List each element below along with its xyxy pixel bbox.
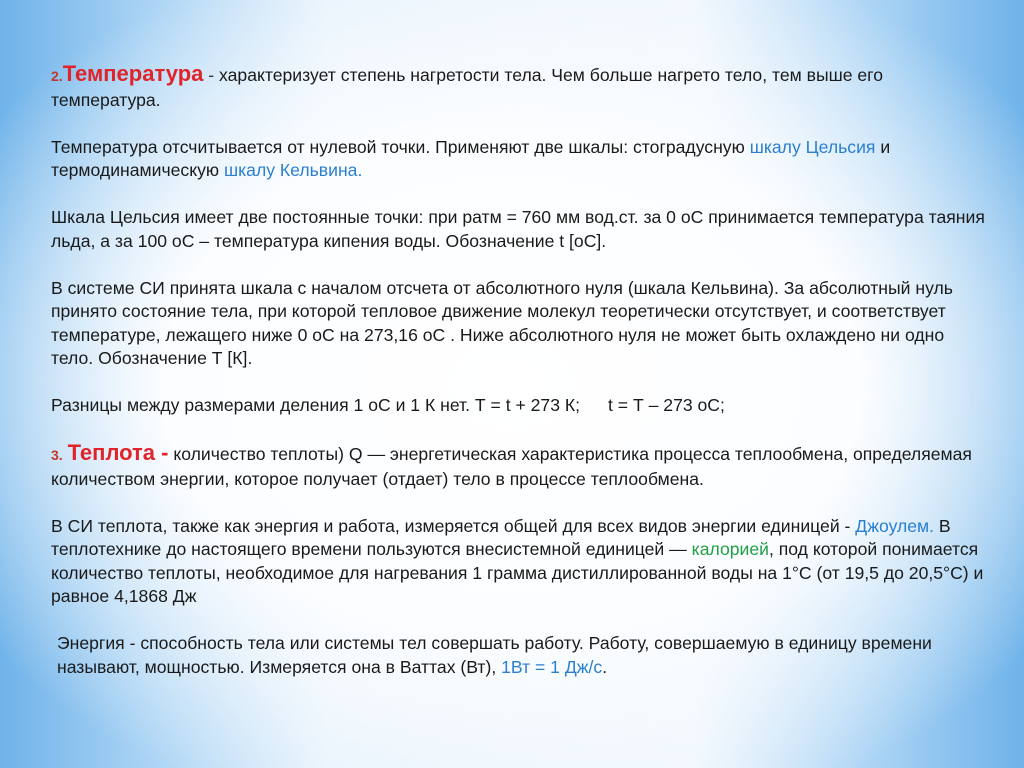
heat-intro: количество теплоты) Q — энергетическая характеристика процесса теплообмена, определяемая количеством энергии, которое получает (отдает) тело в процессе теплообмена.	[51, 444, 972, 489]
scales-paragraph	[30, 136, 990, 183]
energy-text: Энергия - способность тела или системы тел совершать работу. Работу, совершаемую в единицу времени называют, мощностью. Измеряется она в Ваттах (Вт),	[57, 633, 932, 677]
calorie-link[interactable]: калорией	[691, 539, 769, 559]
celsius-paragraph: Шкала Цельсия имеет две постоянные точки: при ратм = 760 мм вод.ст. за 0 оС принимается температура таяния льда, а за 100 оС – температура кипения воды. Обозначение t [оС].	[51, 207, 985, 251]
si-text-before: В СИ теплота, также как энергия и работа, измеряется общей для всех видов энергии единицей -	[51, 515, 856, 536]
section-number: 3.	[51, 447, 63, 463]
energy-paragraph	[30, 632, 990, 679]
difference-paragraph	[30, 394, 990, 418]
section-number: 2.	[51, 68, 63, 84]
difference-text: Разницы между размерами деления 1 оС и 1 К нет. Т = t + 273 К;	[51, 395, 581, 415]
temperature-heading: Температура	[62, 61, 204, 86]
heading-dash: -	[203, 65, 215, 85]
si-heat-paragraph	[30, 515, 990, 609]
heat-heading: Теплота	[67, 440, 156, 465]
si-text-after: , под которой понимается количество теплоты, необходимое для нагревания 1 грамма дистиллированной воды на 1°С (от 19,5 до 20,5°С) и равное 4,1868 Дж	[51, 539, 984, 606]
difference-formula: t = Т – 273 оС;	[608, 395, 725, 415]
slide-content	[30, 62, 990, 679]
watt-formula-link[interactable]: 1Вт = 1 Дж/с	[501, 656, 603, 677]
celsius-scale-link[interactable]: шкалу Цельсия	[749, 136, 876, 157]
scales-text-middle: и термодинамическую	[51, 136, 891, 180]
si-text-middle: В теплотехнике до настоящего времени пользуются внесистемной единицей —	[51, 515, 951, 559]
heat-paragraph	[30, 441, 990, 491]
temperature-intro: характеризует степень нагретости тела. Чем больше нагрето тело, тем выше его температура.	[51, 65, 884, 110]
energy-end: .	[602, 656, 608, 677]
scales-text-before: Температура отсчитывается от нулевой точки. Применяют две шкалы: стоградусную	[51, 136, 750, 157]
heading-dash: -	[155, 440, 169, 465]
kelvin-scale-link[interactable]: шкалу Кельвина.	[223, 160, 363, 180]
joule-link[interactable]: Джоулем.	[855, 515, 935, 536]
kelvin-paragraph: В системе СИ принята шкала с началом отсчета от абсолютного нуля (шкала Кельвина). За абсолютный нуль принято состояние тела, при которой тепловое движение молекул теоретически отсутствует, и соответствует температуре, лежащего ниже 0 оС на 273,16 оС . Ниже абсолютного нуля не может быть охлаждено ни одно тело. Обозначение Т [К].	[51, 277, 953, 368]
temperature-paragraph	[30, 62, 990, 112]
